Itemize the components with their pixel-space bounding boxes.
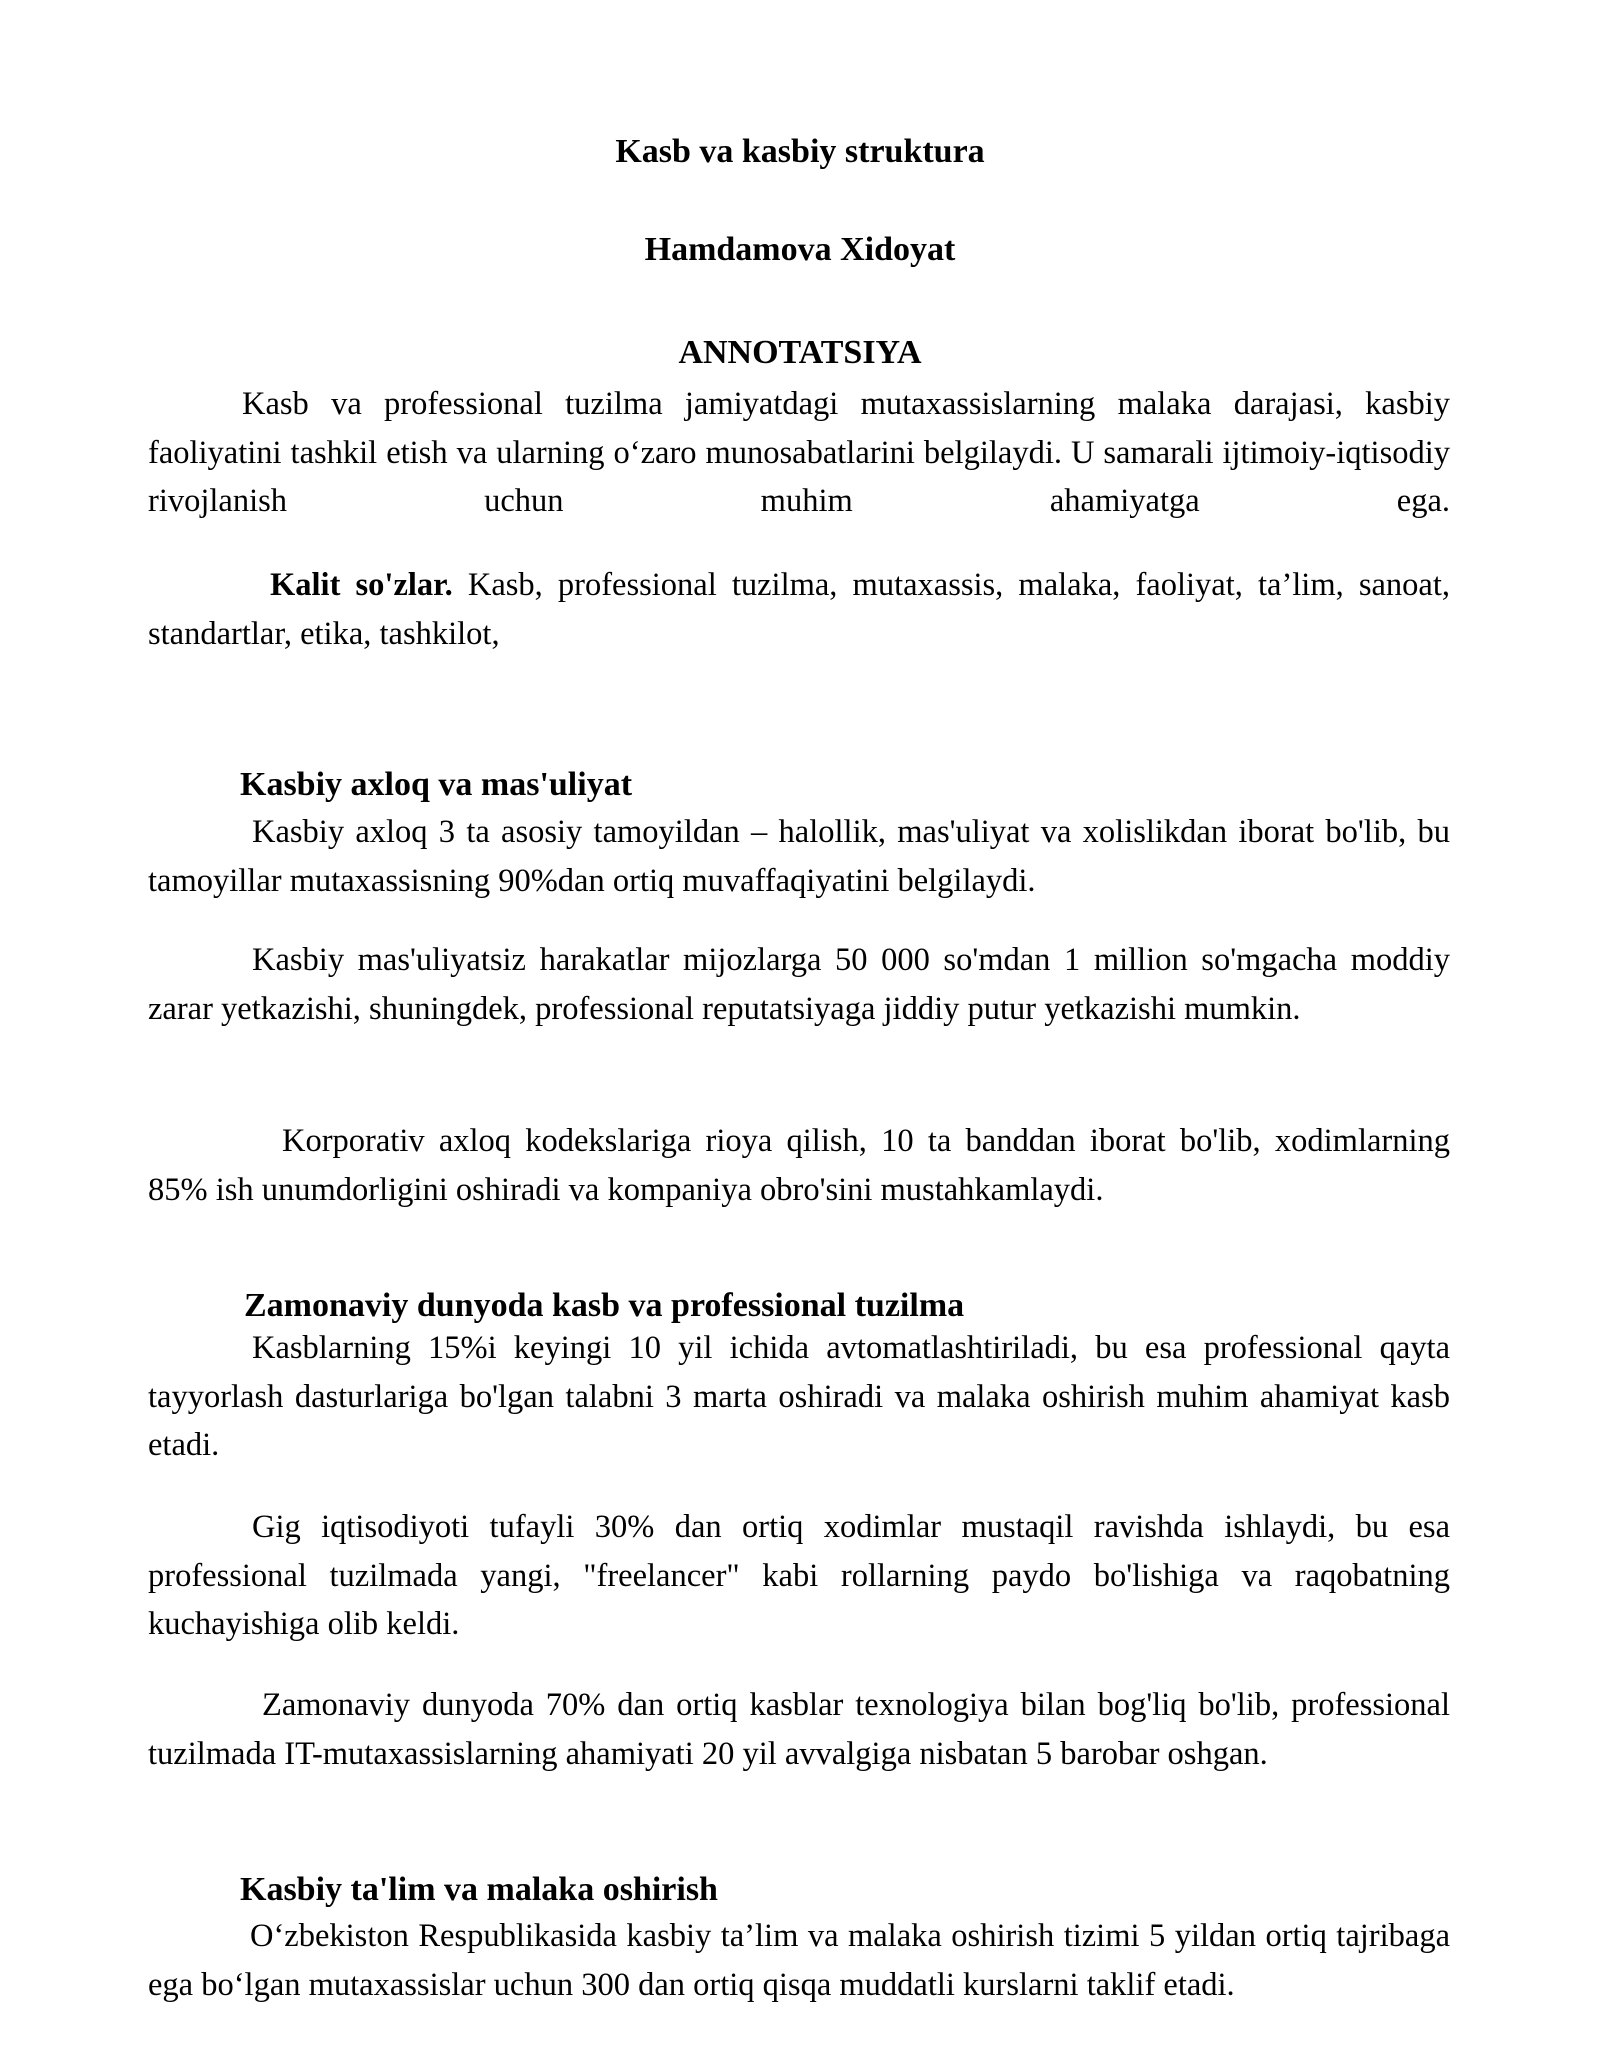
keywords-text: Kasb, professional tuzilma, mutaxassis, malaka, faoliyat, ta’lim, sanoat, standartlar, etika, tashkilot,: [148, 567, 1450, 652]
ethics-paragraph-1: Kasbiy axloq 3 ta asosiy tamoyildan – halollik, mas'uliyat va xolislikdan iborat bo'lib, bu tamoyillar mutaxassisning 90%dan ortiq muvaffaqiyatini belgilaydi.: [148, 814, 1450, 899]
author-name: Hamdamova Xidoyat: [644, 231, 956, 268]
ethics-paragraph-2: Kasbiy mas'uliyatsiz harakatlar mijozlarga 50 000 so'mdan 1 million so'mgacha moddiy zarar yetkazishi, shuningdek, professional reputatsiyaga jiddiy putur yetkazishi mumkin.: [148, 942, 1450, 1027]
section-heading-ethics: Kasbiy axloq va mas'uliyat: [240, 766, 633, 803]
education-paragraph-1: O‘zbekiston Respublikasida kasbiy ta’lim va malaka oshirish tizimi 5 yildan ortiq tajribaga ega bo‘lgan mutaxassislar uchun 300 dan ortiq qisqa muddatli kurslarni taklif etadi.: [148, 1918, 1450, 2003]
section-heading-modern: Zamonaviy dunyoda kasb va professional tuzilma: [244, 1287, 965, 1324]
ethics-paragraph-3: Korporativ axloq kodekslariga rioya qilish, 10 ta banddan iborat bo'lib, xodimlarning 85% ish unumdorligini oshiradi va kompaniya obro'sini mustahkamlaydi.: [148, 1123, 1450, 1208]
annotation-paragraph: Kasb va professional tuzilma jamiyatdagi mutaxassislarning malaka darajasi, kasbiy faoliyatini tashkil etish va ularning o‘zaro munosabatlarini belgilaydi. U samarali ijtimoiy-iqtisodiy rivojlanish uchun muhim ahamiyatga ega.: [148, 386, 1450, 519]
modern-paragraph-2: Gig iqtisodiyoti tufayli 30% dan ortiq xodimlar mustaqil ravishda ishlaydi, bu esa professional tuzilmada yangi, "freelancer" kabi rollarning paydo bo'lishiga va raqobatning kuchayishiga olib keldi.: [148, 1509, 1450, 1642]
keywords-paragraph: [148, 561, 1450, 658]
modern-paragraph-1: Kasblarning 15%i keyingi 10 yil ichida avtomatlashtiriladi, bu esa professional qayta tayyorlash dasturlariga bo'lgan talabni 3 marta oshiradi va malaka oshirish muhim ahamiyat kasb etadi.: [148, 1330, 1450, 1463]
modern-paragraph-3: Zamonaviy dunyoda 70% dan ortiq kasblar texnologiya bilan bog'liq bo'lib, professional tuzilmada IT-mutaxassislarning ahamiyati 20 yil avvalgiga nisbatan 5 barobar oshgan.: [148, 1687, 1450, 1772]
keywords-label: Kalit so'zlar.: [270, 567, 453, 603]
section-heading-education: Kasbiy ta'lim va malaka oshirish: [240, 1871, 718, 1908]
annotation-heading: ANNOTATSIYA: [678, 334, 922, 371]
document-title: Kasb va kasbiy struktura: [615, 133, 985, 170]
